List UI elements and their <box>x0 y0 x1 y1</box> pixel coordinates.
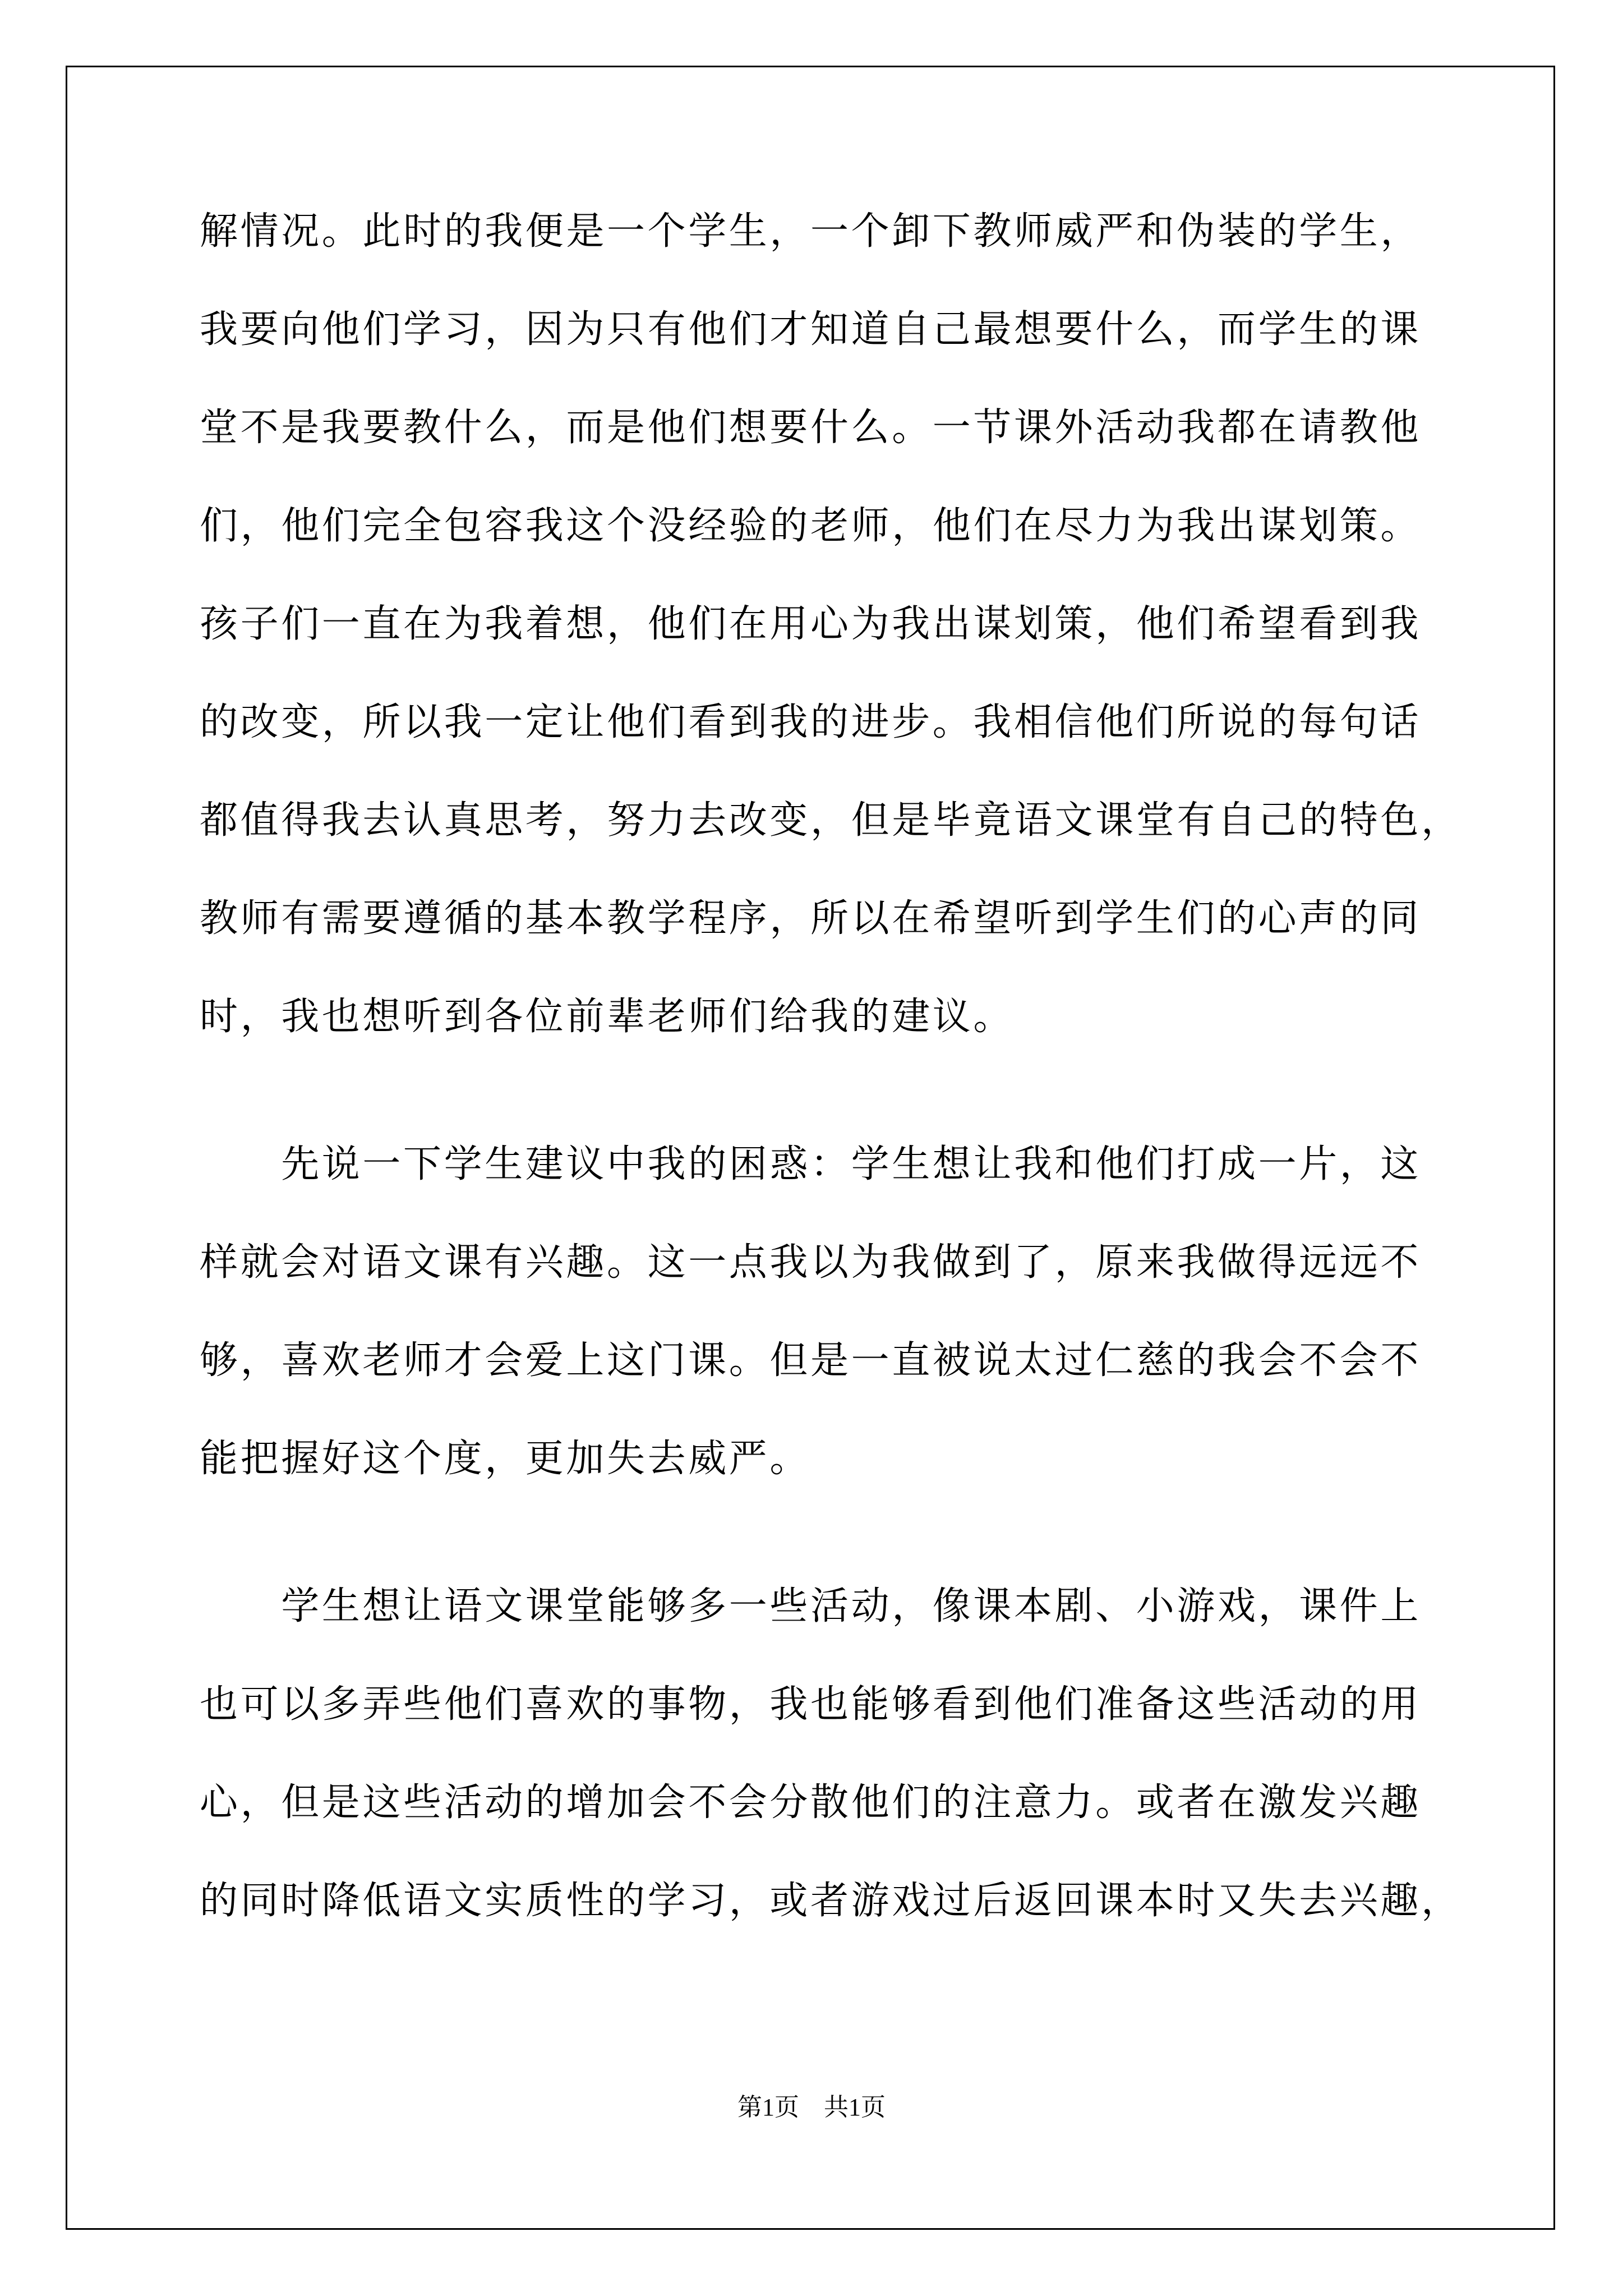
text-line: 堂不是我要教什么，而是他们想要什么。一节课外活动我都在请教他 <box>200 406 1422 450</box>
paragraph-1 <box>200 182 1462 1066</box>
text-line: 的改变，所以我一定让他们看到我的进步。我相信他们所说的每句话 <box>200 700 1422 744</box>
text-line: 能把握好这个度，更加失去威严。 <box>200 1437 811 1481</box>
text-line: 时，我也想听到各位前辈老师们给我的建议。 <box>200 995 1015 1039</box>
text-line: 心，但是这些活动的增加会不会分散他们的注意力。或者在激发兴趣 <box>200 1780 1422 1825</box>
document-body <box>200 182 1462 1950</box>
paragraph-spacing <box>200 1508 1422 1557</box>
text-line: 们，他们完全包容我这个没经验的老师，他们在尽力为我出谋划策。 <box>200 504 1422 548</box>
paragraph-3 <box>200 1557 1462 1950</box>
text-line: 孩子们一直在为我着想，他们在用心为我出谋划策，他们希望看到我 <box>200 602 1422 646</box>
page-footer <box>0 2087 1623 2123</box>
text-line: 样就会对语文课有兴趣。这一点我以为我做到了，原来我做得远远不 <box>200 1240 1422 1285</box>
text-line: 学生想让语文课堂能够多一些活动，像课本剧、小游戏，课件上 <box>200 1584 1422 1628</box>
text-line: 的同时降低语文实质性的学习，或者游戏过后返回课本时又失去兴趣， <box>200 1879 1462 1923</box>
paragraph-2 <box>200 1115 1422 1508</box>
text-line: 解情况。此时的我便是一个学生，一个卸下教师威严和伪装的学生， <box>200 209 1422 254</box>
text-line: 都值得我去认真思考，努力去改变，但是毕竟语文课堂有自己的特色， <box>200 798 1462 843</box>
text-line: 先说一下学生建议中我的困惑：学生想让我和他们打成一片，这 <box>200 1142 1422 1186</box>
text-line: 也可以多弄些他们喜欢的事物，我也能够看到他们准备这些活动的用 <box>200 1682 1422 1727</box>
page-number: 第1页 共1页 <box>737 2093 886 2121</box>
text-line: 够，喜欢老师才会爱上这门课。但是一直被说太过仁慈的我会不会不 <box>200 1338 1422 1383</box>
paragraph-spacing <box>200 1066 1422 1115</box>
text-line: 教师有需要遵循的基本教学程序，所以在希望听到学生们的心声的同 <box>200 896 1422 941</box>
text-line: 我要向他们学习，因为只有他们才知道自己最想要什么，而学生的课 <box>200 307 1422 352</box>
